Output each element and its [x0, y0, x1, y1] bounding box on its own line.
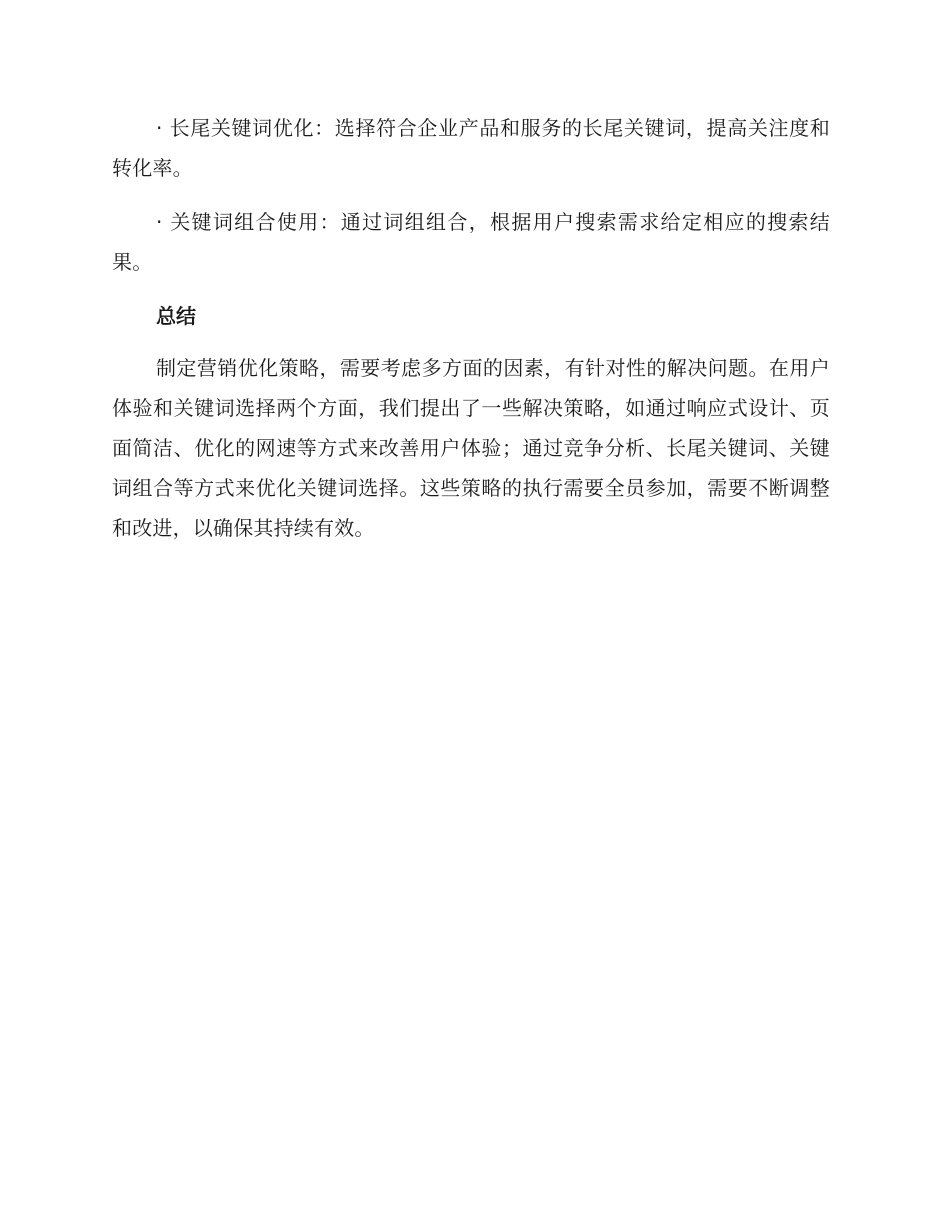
bullet-long-tail-keywords: · 长尾关键词优化：选择符合企业产品和服务的长尾关键词，提高关注度和转化率。	[112, 116, 830, 180]
section-heading-summary: 总结	[156, 304, 196, 328]
summary-paragraph: 制定营销优化策略，需要考虑多方面的因素，有针对性的解决问题。在用户体验和关键词选择两个方面，我们提出了一些解决策略，如通过响应式设计、页面简洁、优化的网速等方式来改善用户体验；通过竞争分析、长尾关键词、关键词组合等方式来优化关键词选择。这些策略的执行需要全员参加，需要不断调整和改进，以确保其持续有效。	[112, 356, 830, 540]
bullet-keyword-combination: · 关键词组合使用：通过词组组合，根据用户搜索需求给定相应的搜索结果。	[112, 210, 830, 274]
document-page	[112, 108, 830, 548]
